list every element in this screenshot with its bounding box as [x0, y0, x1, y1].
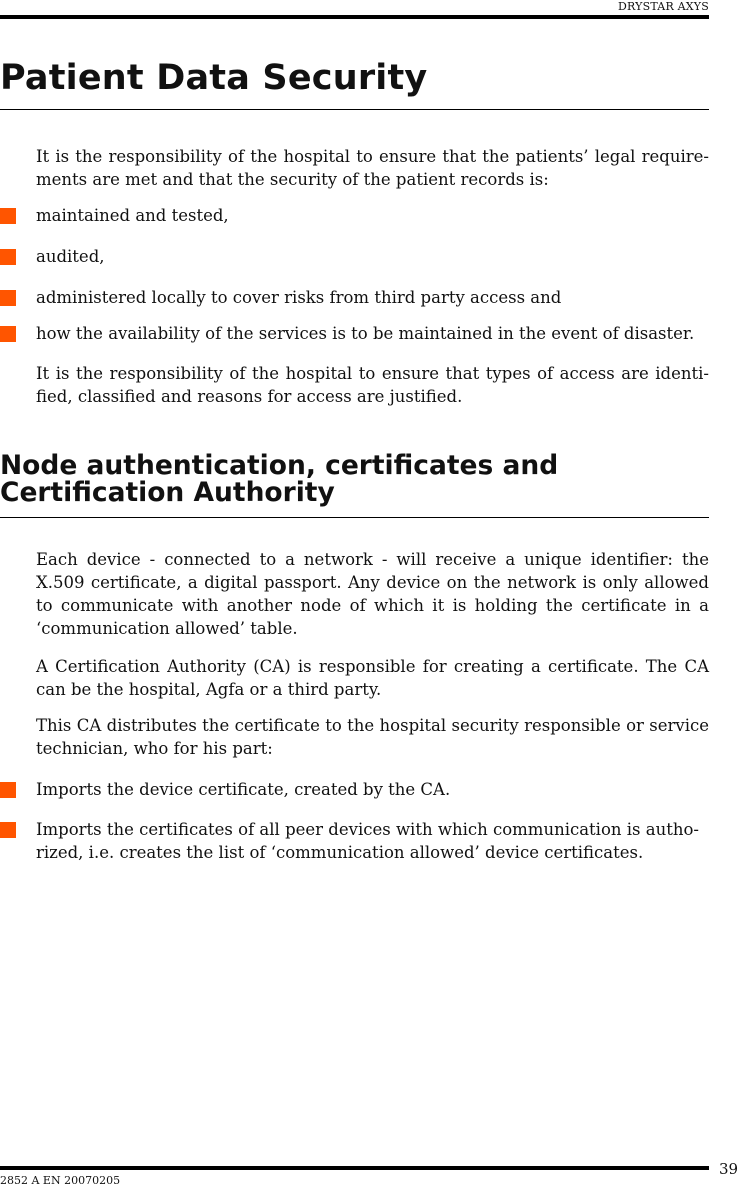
bullet-square-icon [0, 326, 16, 342]
header-brand: DRYSTAR AXYS [618, 0, 709, 13]
list-item-text: audited, [36, 247, 105, 266]
body-paragraph: A Certification Authority (CA) is responsible for creating a certificate. The CA can be the hospital, Agfa or a third party. [36, 657, 709, 699]
bullet-square-icon [0, 782, 16, 798]
footer-rule [0, 1166, 709, 1170]
bullet-square-icon [0, 822, 16, 838]
title-underline [0, 109, 709, 110]
header-rule [0, 15, 709, 19]
bullet-square-icon [0, 208, 16, 224]
footer-doc-id: 2852 A EN 20070205 [0, 1174, 121, 1187]
page-title: Patient Data Security [0, 58, 428, 98]
list-item-text: how the availability of the services is to be maintained in the event of disaster. [36, 324, 695, 343]
list-item-text: administered locally to cover risks from third party access and [36, 288, 562, 307]
list-item-text: maintained and tested, [36, 206, 229, 225]
bullet-square-icon [0, 290, 16, 306]
body-paragraph: This CA distributes the certificate to the hospital security responsible or service technician, who for his part: [36, 716, 709, 758]
closing-paragraph: It is the responsibility of the hospital to ensure that types of access are identi-fied, classified and reasons for access are justified. [36, 364, 709, 406]
list-item-text: Imports the device certificate, created by the CA. [36, 780, 451, 799]
page-number: 39 [719, 1160, 739, 1178]
body-paragraph: Each device - connected to a network - will receive a unique identifier: the X.509 certificate, a digital passport. Any device on the network is only allowed to communicate with another node of which it is holding the certificate in a ‘communication allowed’ table. [36, 550, 709, 638]
section-heading: Node authentication, certificates and Certification Authority [0, 450, 559, 508]
section-underline [0, 517, 709, 518]
intro-paragraph: It is the responsibility of the hospital to ensure that the patients’ legal require-ments are met and that the security of the patient records is: [36, 147, 709, 189]
list-item-text: Imports the certificates of all peer devices with which communication is autho-rized, i.e. creates the list of ‘communication allowed’ device certificates. [36, 820, 699, 862]
bullet-square-icon [0, 249, 16, 265]
